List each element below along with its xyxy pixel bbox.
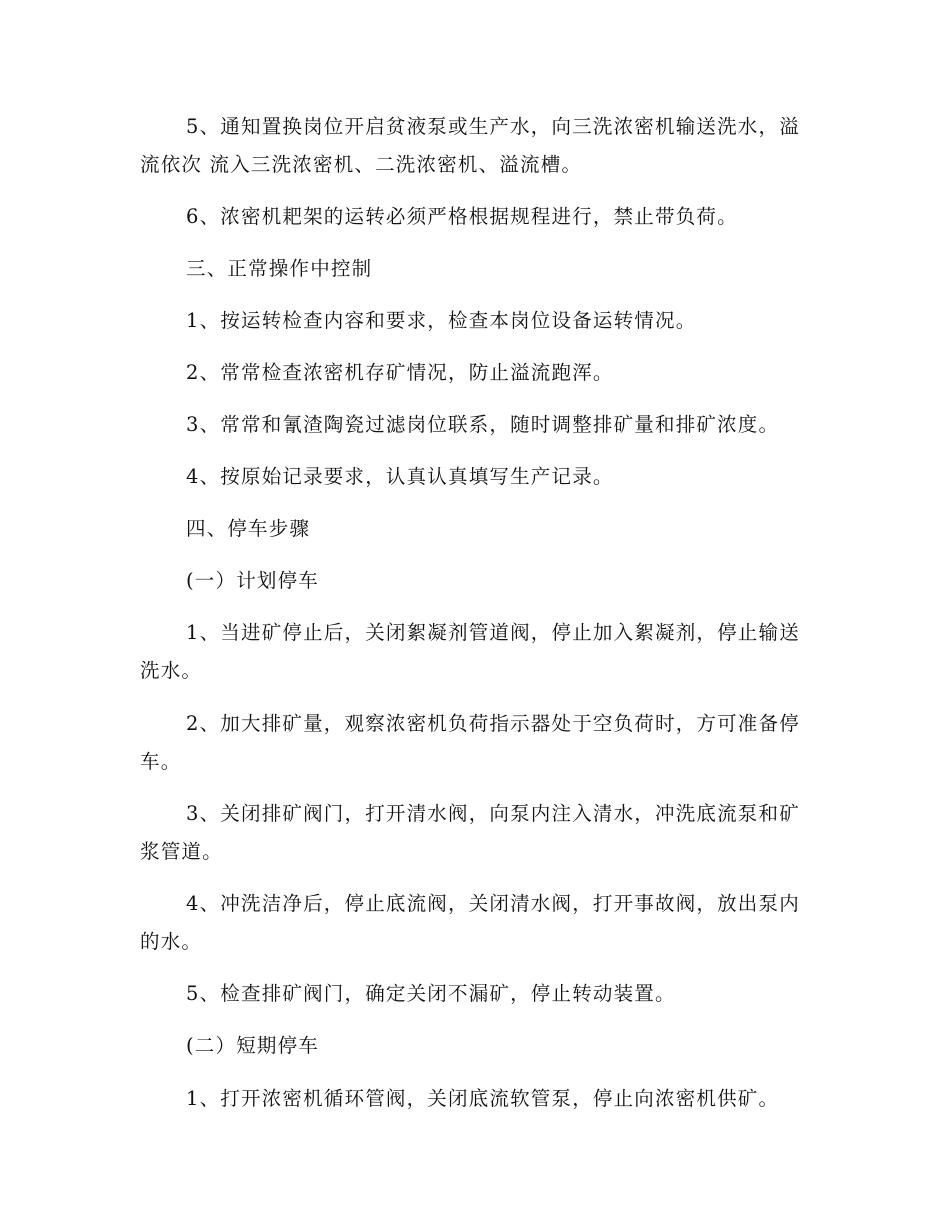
paragraph-planned-3: 3、关闭排矿阀门，打开清水阀，向泵内注入清水，冲洗底流泵和矿浆管道。 <box>140 802 800 863</box>
paragraph-normal-2: 2、常常检查浓密机存矿情况，防止溢流跑浑。 <box>186 361 614 384</box>
paragraph-normal-4: 4、按原始记录要求，认真认真填写生产记录。 <box>186 465 614 488</box>
paragraph-planned-1: 1、当进矿停止后，关闭絮凝剂管道阀，停止加入絮凝剂，停止输送洗水。 <box>140 621 800 682</box>
paragraph-short-1: 1、打开浓密机循环管阀，关闭底流软管泵，停止向浓密机供矿。 <box>186 1087 780 1110</box>
paragraph-step-6-rake: 6、浓密机耙架的运转必须严格根据规程进行，禁止带负荷。 <box>186 205 738 228</box>
heading-shutdown-steps: 四、停车步骤 <box>186 517 311 540</box>
heading-planned-shutdown: (一）计划停车 <box>186 569 320 592</box>
paragraph-planned-5: 5、检查排矿阀门，确定关闭不漏矿，停止转动装置。 <box>186 982 676 1005</box>
paragraph-step-5-wash-water: 5、通知置换岗位开启贫液泵或生产水，向三洗浓密机输送洗水，溢流依次 流入三洗浓密机、二洗浓密机、溢流槽。 <box>140 115 800 176</box>
heading-short-shutdown: (二）短期停车 <box>186 1034 320 1057</box>
paragraph-normal-1: 1、按运转检查内容和要求，检查本岗位设备运转情况。 <box>186 309 697 332</box>
heading-normal-operation: 三、正常操作中控制 <box>186 257 373 280</box>
paragraph-normal-3: 3、常常和氰渣陶瓷过滤岗位联系，随时调整排矿量和排矿浓度。 <box>186 413 780 436</box>
paragraph-planned-2: 2、加大排矿量，观察浓密机负荷指示器处于空负荷时，方可准备停车。 <box>140 712 800 773</box>
paragraph-planned-4: 4、冲洗洁净后，停止底流阀，关闭清水阀，打开事故阀，放出泵内的水。 <box>140 892 800 953</box>
